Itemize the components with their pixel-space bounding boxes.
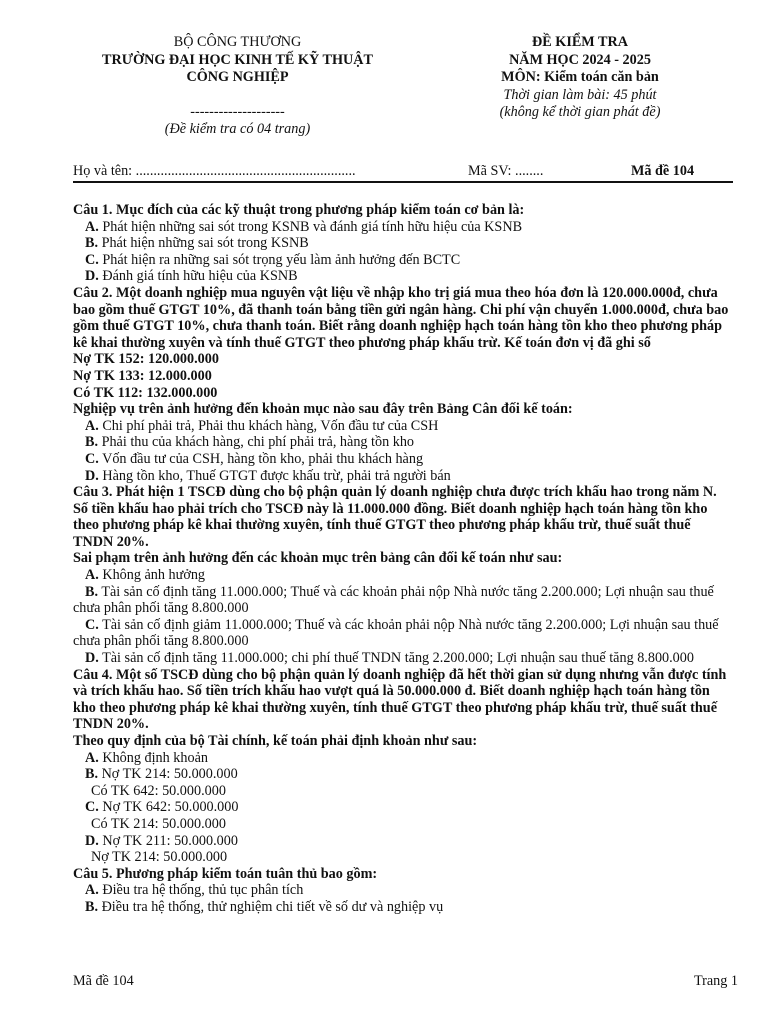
header-left xyxy=(70,34,405,139)
option-text: Không ảnh hưởng xyxy=(102,567,206,584)
question-2-option-a[interactable] xyxy=(73,418,733,435)
option-letter: B. xyxy=(85,766,99,783)
question-2-entry-credit-112: Có TK 112: 132.000.000 xyxy=(73,384,218,401)
question-3-option-b[interactable] xyxy=(73,584,733,617)
option-text: Nợ TK 211: 50.000.000 xyxy=(102,832,238,849)
question-2-question: Nghiệp vụ trên ảnh hưởng đến khoản mục nào sau đây trên Bảng Cân đối kế toán: xyxy=(73,401,573,418)
question-4-stem: Câu 4. Một số TSCĐ dùng cho bộ phận quản lý doanh nghiệp đã hết thời gian sử dụng nhưng vẫn được tính và trích khấu hao. Số tiền trích khấu hao vượt quá là 50.000.000 đ. Biết doanh nghiệp hạch toán hàng tồn kho theo phương pháp kê khai thường xuyên, tính thuế GTGT theo phương pháp khấu trừ, thuế suất thuế TNDN 20%. xyxy=(73,666,727,733)
question-1-stem: Câu 1. Mục đích của các kỹ thuật trong phương pháp kiểm toán cơ bản là: xyxy=(73,202,525,218)
subject: MÔN: Kiểm toán căn bản xyxy=(501,69,659,85)
header-separator: -------------------- xyxy=(190,103,285,120)
question-4-option-c-credit: Có TK 214: 50.000.000 xyxy=(91,815,226,832)
option-letter: D. xyxy=(85,650,99,667)
question-3-stem: Câu 3. Phát hiện 1 TSCĐ dùng cho bộ phận quản lý doanh nghiệp chưa được trích khấu hao trong năm N. Số tiền khấu hao phải trích cho TSCĐ này là 11.000.000 đồng. Biết doanh nghiệp hạch toán hàng tồn kho theo phương pháp kê khai thường xuyên, tính thuế GTGT theo phương pháp khấu trừ, thuế suất thuế TNDN 20%. xyxy=(73,484,717,550)
footer-exam-code: Mã đề 104 xyxy=(73,973,134,989)
question-3-option-d[interactable] xyxy=(73,650,733,667)
duration: Thời gian làm bài: 45 phút xyxy=(503,86,657,103)
question-4-option-d[interactable] xyxy=(73,833,733,850)
exam-code: Mã đề 104 xyxy=(631,163,695,179)
question-2-entry-debit-152: Nợ TK 152: 120.000.000 xyxy=(73,351,219,368)
school-name-line1: TRƯỜNG ĐẠI HỌC KINH TẾ KỸ THUẬT xyxy=(102,51,373,68)
question-5-stem: Câu 5. Phương pháp kiểm toán tuân thủ bao gồm: xyxy=(73,865,378,882)
question-2-option-b[interactable] xyxy=(73,434,733,451)
option-letter: A. xyxy=(85,882,99,899)
page-number: Trang 1 xyxy=(693,973,738,989)
question-4-option-d-second: Nợ TK 214: 50.000.000 xyxy=(91,849,228,866)
header-right xyxy=(440,34,720,122)
option-text: Điều tra hệ thống, thủ tục phân tích xyxy=(102,882,304,899)
question-1-option-a[interactable] xyxy=(73,219,733,236)
option-letter: A. xyxy=(85,218,99,235)
student-name-field[interactable]: Họ và tên: .............................................................. xyxy=(73,163,356,179)
question-5-option-b[interactable] xyxy=(73,899,733,916)
option-text: Chi phí phải trả, Phải thu khách hàng, Vốn đầu tư của CSH xyxy=(102,417,439,434)
option-text: Hàng tồn kho, Thuế GTGT được khấu trừ, phải trả người bán xyxy=(102,467,451,484)
option-text: Vốn đầu tư của CSH, hàng tồn kho, phải thu khách hàng xyxy=(102,450,424,467)
option-text: Nợ TK 642: 50.000.000 xyxy=(102,799,239,816)
option-text: Điều tra hệ thống, thử nghiệm chi tiết về số dư và nghiệp vụ xyxy=(101,898,444,915)
question-2-entry-debit-133: Nợ TK 133: 12.000.000 xyxy=(73,367,212,384)
question-4-option-c[interactable] xyxy=(73,799,733,816)
option-letter: C. xyxy=(85,450,99,467)
page-footer xyxy=(73,973,738,990)
question-4-option-b-credit: Có TK 642: 50.000.000 xyxy=(91,782,226,799)
option-letter: D. xyxy=(85,832,99,849)
option-text: Phải thu của khách hàng, chi phí phải trả, hàng tồn kho xyxy=(101,434,415,451)
question-5-option-a[interactable] xyxy=(73,882,733,899)
option-letter: C. xyxy=(85,616,99,633)
option-letter: A. xyxy=(85,749,99,766)
pages-note: (Đề kiểm tra có 04 trang) xyxy=(164,121,311,137)
question-1-option-c[interactable] xyxy=(73,252,733,269)
option-text: Tài sản cố định giảm 11.000.000; Thuế và các khoản phải nộp Nhà nước tăng 2.200.000; Lợi nhuận sau thuế chưa phân phối tăng 8.800.000 xyxy=(73,616,719,650)
student-info-row xyxy=(73,163,733,183)
option-text: Phát hiện những sai sót trong KSNB và đánh giá tính hữu hiệu của KSNB xyxy=(102,218,523,235)
option-letter: C. xyxy=(85,251,99,268)
question-4-option-b[interactable] xyxy=(73,766,733,783)
option-text: Không định khoản xyxy=(102,749,208,766)
ministry-name: BỘ CÔNG THƯƠNG xyxy=(173,34,302,50)
questions xyxy=(73,202,733,916)
option-letter: B. xyxy=(85,898,99,915)
option-text: Phát hiện những sai sót trong KSNB xyxy=(101,235,309,252)
option-letter: D. xyxy=(85,467,99,484)
option-text: Phát hiện ra những sai sót trọng yếu làm ảnh hưởng đến BCTC xyxy=(102,251,461,268)
question-1-option-b[interactable] xyxy=(73,235,733,252)
option-letter: D. xyxy=(85,268,99,285)
question-3-option-c[interactable] xyxy=(73,617,733,650)
option-letter: B. xyxy=(85,235,99,252)
question-1-option-d[interactable] xyxy=(73,268,733,285)
student-id-field[interactable]: Mã SV: ........ xyxy=(468,163,544,179)
question-2-option-d[interactable] xyxy=(73,468,733,485)
question-3-option-a[interactable] xyxy=(73,567,733,584)
question-2-option-c[interactable] xyxy=(73,451,733,468)
school-name-line2: CÔNG NGHIỆP xyxy=(186,69,289,85)
school-year: NĂM HỌC 2024 - 2025 xyxy=(509,51,651,68)
question-3-question: Sai phạm trên ảnh hưởng đến các khoản mục trên bảng cân đối kế toán như sau: xyxy=(73,550,563,567)
option-letter: A. xyxy=(85,417,99,434)
option-letter: B. xyxy=(85,583,99,600)
option-text: Đánh giá tính hữu hiệu của KSNB xyxy=(102,268,298,285)
option-letter: A. xyxy=(85,567,99,584)
question-4-option-a[interactable] xyxy=(73,750,733,767)
question-4-question: Theo quy định của bộ Tài chính, kế toán phải định khoản như sau: xyxy=(73,733,478,749)
duration-note: (không kể thời gian phát đề) xyxy=(499,104,661,120)
option-text: Nợ TK 214: 50.000.000 xyxy=(101,766,238,783)
option-text: Tài sản cố định tăng 11.000.000; Thuế và các khoản phải nộp Nhà nước tăng 2.200.000; Lợi nhuận sau thuế chưa phân phối tăng 8.800.000 xyxy=(73,583,714,617)
option-text: Tài sản cố định tăng 11.000.000; chi phí thuế TNDN tăng 2.200.000; Lợi nhuận sau thuế tăng 8.800.000 xyxy=(102,650,694,667)
exam-title: ĐỀ KIỂM TRA xyxy=(532,34,628,50)
option-letter: B. xyxy=(85,434,99,451)
option-letter: C. xyxy=(85,799,99,816)
question-2-stem: Câu 2. Một doanh nghiệp mua nguyên vật liệu về nhập kho trị giá mua theo hóa đơn là 120.000.000đ, chưa bao gồm thuế GTGT 10%, đã thanh toán bằng tiền gửi ngân hàng. Chi phí vận chuyển 1.000.000đ, chưa bao gồm thuế GTGT 10%, chưa thanh toán. Biết rằng doanh nghiệp hạch toán hàng tồn kho theo phương pháp kê khai thường xuyên và tính thuế GTGT theo phương pháp khấu trừ. Kế toán đơn vị đã ghi sổ xyxy=(73,284,729,351)
